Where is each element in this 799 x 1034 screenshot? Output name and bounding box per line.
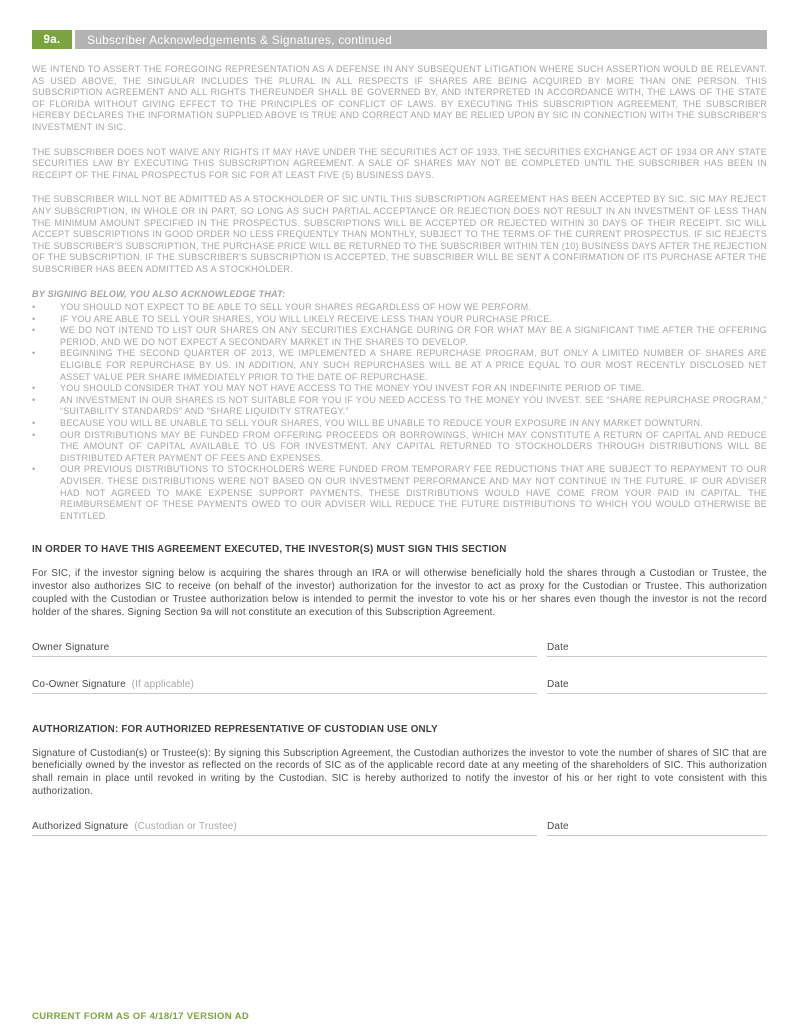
list-item-text: IF YOU ARE ABLE TO SELL YOUR SHARES, YOU WILL LIKELY RECEIVE LESS THAN YOUR PURCHASE PRICE.: [60, 313, 553, 324]
bullet-icon: •: [32, 418, 36, 429]
section-title-bar: [75, 30, 767, 49]
paragraph-securities-rights: THE SUBSCRIBER DOES NOT WAIVE ANY RIGHTS IT MAY HAVE UNDER THE SECURITIES ACT OF 1933, THE SECURITIES EXCHANGE ACT OF 1934 OR ANY STATE SECURITIES LAW BY EXECUTING THIS SUBSCRIPTION AGREEMENT. A SALE OF SHARES MAY NOT BE COMPLETED UNTIL THE SUBSCRIBER HAS BEEN IN RECEIPT OF THE FINAL PROSPECTUS FOR SIC FOR AT LEAST FIVE (5) BUSINESS DAYS.: [32, 146, 767, 180]
custodian-signature-note: (Custodian or Trustee): [134, 820, 237, 832]
list-item-text: AN INVESTMENT IN OUR SHARES IS NOT SUITABLE FOR YOU IF YOU NEED ACCESS TO THE MONEY YOU INVEST. SEE “SHARE REPURCHASE PROGRAM,” “SUITABILITY STANDARDS” AND “SHARE LIQUIDITY STRATEGY.”: [60, 394, 767, 417]
bullet-icon: •: [32, 325, 36, 336]
acknowledgement-list: [32, 302, 767, 522]
list-item-text: YOU SHOULD CONSIDER THAT YOU MAY NOT HAVE ACCESS TO THE MONEY YOU INVEST FOR AN INDEFINITE PERIOD OF TIME.: [60, 383, 645, 394]
signature-row-co-owner: [32, 679, 767, 694]
owner-date-line[interactable]: [547, 642, 767, 657]
list-item-text: BEGINNING THE SECOND QUARTER OF 2013, WE IMPLEMENTED A SHARE REPURCHASE PROGRAM, BUT ONLY A LIMITED NUMBER OF SHARES ARE ELIGIBLE FOR REPURCHASE BY US. IN ADDITION, ANY SUCH REPURCHASES WILL BE AT A PRICE EQUAL TO OUR MOST RECENTLY DISCLOSED NET ASSET VALUE PER SHARE IMMEDIATELY PRIOR TO THE DATE OF REPURCHASE.: [60, 348, 767, 382]
bullet-icon: •: [32, 348, 36, 359]
form-version-footer: CURRENT FORM AS OF 4/18/17 VERSION AD: [32, 1011, 250, 1022]
paragraph-governing-law: WE INTEND TO ASSERT THE FOREGOING REPRESENTATION AS A DEFENSE IN ANY SUBSEQUENT LITIGATION WHERE SUCH ASSERTION WOULD BE RELEVANT. AS USED ABOVE, THE SINGULAR INCLUDES THE PLURAL IN ALL RESPECTS IF SHARES ARE BEING ACQUIRED BY MORE THAN ONE PERSON. THIS SUBSCRIPTION AGREEMENT AND ALL RIGHTS THEREUNDER SHALL BE GOVERNED BY, AND INTERPRETED IN ACCORDANCE WITH, THE LAWS OF THE STATE OF FLORIDA WITHOUT GIVING EFFECT TO THE PRINCIPLES OF CONFLICT OF LAWS. BY EXECUTING THIS SUBSCRIPTION AGREEMENT, THE SUBSCRIBER HEREBY DECLARES THE INFORMATION SUPPLIED ABOVE IS TRUE AND CORRECT AND MAY BE RELIED UPON BY SIC IN CONNECTION WITH THE SUBSCRIBER'S INVESTMENT IN SIC.: [32, 64, 767, 132]
list-item-text: WE DO NOT INTEND TO LIST OUR SHARES ON ANY SECURITIES EXCHANGE DURING OR FOR WHAT MAY BE A SIGNIFICANT TIME AFTER THE OFFERING PERIOD, AND WE DO NOT EXPECT A SECONDARY MARKET IN THE SHARES TO DEVELOP.: [60, 325, 767, 347]
list-item: [32, 348, 767, 383]
bullet-icon: •: [32, 464, 36, 475]
authorization-body: Signature of Custodian(s) or Trustee(s): By signing this Subscription Agreement, the Custodian authorizes the investor to vote the number of shares of SIC that are beneficially owned by the investor as reflected on the records of SIC as of the applicable record date at any meeting of the shareholders of SIC. This authorization shall remain in place until revoked in writing by the Custodian. SIC is hereby authorized to notify the investor of his or her right to vote consistent with this authorization.: [32, 747, 767, 797]
bullet-icon: •: [32, 313, 36, 324]
list-item: [32, 302, 767, 314]
signature-row-custodian: [32, 821, 767, 836]
co-owner-signature-label: Co-Owner Signature: [32, 678, 126, 690]
list-item-text: OUR DISTRIBUTIONS MAY BE FUNDED FROM OFFERING PROCEEDS OR BORROWINGS, WHICH MAY CONSTITUTE A RETURN OF CAPITAL AND REDUCE THE AMOUNT OF CAPITAL AVAILABLE TO US FOR INVESTMENT. ANY CAPITAL RETURNED TO STOCKHOLDERS THROUGH DISTRIBUTIONS WILL BE DISTRIBUTED AFTER PAYMENT OF FEES AND EXPENSES.: [60, 429, 767, 463]
custodian-date-label: Date: [547, 820, 569, 832]
co-owner-signature-line[interactable]: [32, 679, 537, 694]
co-owner-signature-note: (If applicable): [131, 678, 194, 690]
owner-signature-label: Owner Signature: [32, 641, 110, 653]
list-item: [32, 314, 767, 326]
list-item: [32, 430, 767, 465]
section-header: [32, 30, 767, 49]
owner-signature-line[interactable]: [32, 642, 537, 657]
list-item: [32, 383, 767, 395]
owner-date-label: Date: [547, 641, 569, 653]
bullet-icon: •: [32, 302, 36, 313]
list-item: [32, 325, 767, 348]
bullet-icon: •: [32, 383, 36, 394]
execution-body: For SIC, if the investor signing below is acquiring the shares through an IRA or will otherwise beneficially hold the shares through a Custodian or Trustee, the investor also authorizes SIC to receive (on behalf of the investor) authorization for the investor to act as proxy for the Custodian or Trustee. This authorization coupled with the Custodian or Trustee authorization below is intended to permit the investor to vote his or her shares even though the investor is not the record holder of the shares. Signing Section 9a will not constitute an execution of this Subscription Agreement.: [32, 568, 767, 618]
list-item: [32, 395, 767, 418]
section-number: 9a.: [32, 30, 72, 49]
list-item-text: OUR PREVIOUS DISTRIBUTIONS TO STOCKHOLDERS WERE FUNDED FROM TEMPORARY FEE REDUCTIONS THAT ARE SUBJECT TO REPAYMENT TO OUR ADVISER. THESE DISTRIBUTIONS WERE NOT BASED ON OUR INVESTMENT PERFORMANCE AND MAY NOT CONTINUE IN THE FUTURE. IF OUR ADVISER HAD NOT AGREED TO MAKE EXPENSE SUPPORT PAYMENTS, THESE DISTRIBUTIONS WOULD HAVE COME FROM YOUR PAID IN CAPITAL. THE REIMBURSEMENT OF THESE PAYMENTS OWED TO OUR ADVISER WILL REDUCE THE FUTURE DISTRIBUTIONS TO WHICH YOU WOULD OTHERWISE BE ENTITLED.: [60, 464, 767, 521]
paragraph-subscription-acceptance: THE SUBSCRIBER WILL NOT BE ADMITTED AS A STOCKHOLDER OF SIC UNTIL THIS SUBSCRIPTION AGREEMENT HAS BEEN ACCEPTED BY SIC. SIC MAY REJECT ANY SUBSCRIPTION, IN WHOLE OR IN PART, SO LONG AS SUCH PARTIAL ACCEPTANCE OR REJECTION DOES NOT RESULT IN AN INVESTMENT OF LESS THAN THE MINIMUM AMOUNT SPECIFIED IN THE PROSPECTUS. SUBSCRIPTIONS WILL BE ACCEPTED OR REJECTED WITHIN 30 DAYS OF THEIR RECEIPT. SIC WILL ACCEPT SUBSCRIPTIONS IN GOOD ORDER NO LESS FREQUENTLY THAN MONTHLY, SUBJECT TO THE TERMS OF THE CURRENT PROSPECTUS. IF SIC REJECTS THE SUBSCRIBER'S SUBSCRIPTION, THE PURCHASE PRICE WILL BE RETURNED TO THE SUBSCRIBER WITHIN TEN (10) BUSINESS DAYS AFTER THE REJECTION OF THE SUBSCRIPTION. IF THE SUBSCRIBER'S SUBSCRIPTION IS ACCEPTED, THE SUBSCRIBER WILL BE SENT A CONFIRMATION OF ITS PURCHASE AFTER THE SUBSCRIBER HAS BEEN ADMITTED AS A STOCKHOLDER.: [32, 194, 767, 274]
list-item-text: BECAUSE YOU WILL BE UNABLE TO SELL YOUR SHARES, YOU WILL BE UNABLE TO REDUCE YOUR EXPOSURE IN ANY MARKET DOWNTURN.: [60, 418, 704, 429]
custodian-date-line[interactable]: [547, 821, 767, 836]
custodian-signature-line[interactable]: [32, 821, 537, 836]
section-title: Subscriber Acknowledgements & Signatures, continued: [87, 32, 393, 47]
co-owner-date-label: Date: [547, 678, 569, 690]
co-owner-date-line[interactable]: [547, 679, 767, 694]
list-item: [32, 418, 767, 430]
list-item: [32, 464, 767, 522]
custodian-signature-label: Authorized Signature: [32, 820, 129, 832]
authorization-heading: AUTHORIZATION: FOR AUTHORIZED REPRESENTATIVE OF CUSTODIAN USE ONLY: [32, 723, 438, 735]
bullet-icon: •: [32, 429, 36, 440]
bullet-icon: •: [32, 394, 36, 405]
signature-row-owner: [32, 642, 767, 657]
acknowledgement-heading: BY SIGNING BELOW, YOU ALSO ACKNOWLEDGE THAT:: [32, 288, 286, 299]
list-item-text: YOU SHOULD NOT EXPECT TO BE ABLE TO SELL YOUR SHARES REGARDLESS OF HOW WE PERFORM.: [60, 302, 532, 313]
execution-heading: IN ORDER TO HAVE THIS AGREEMENT EXECUTED, THE INVESTOR(S) MUST SIGN THIS SECTION: [32, 544, 507, 556]
